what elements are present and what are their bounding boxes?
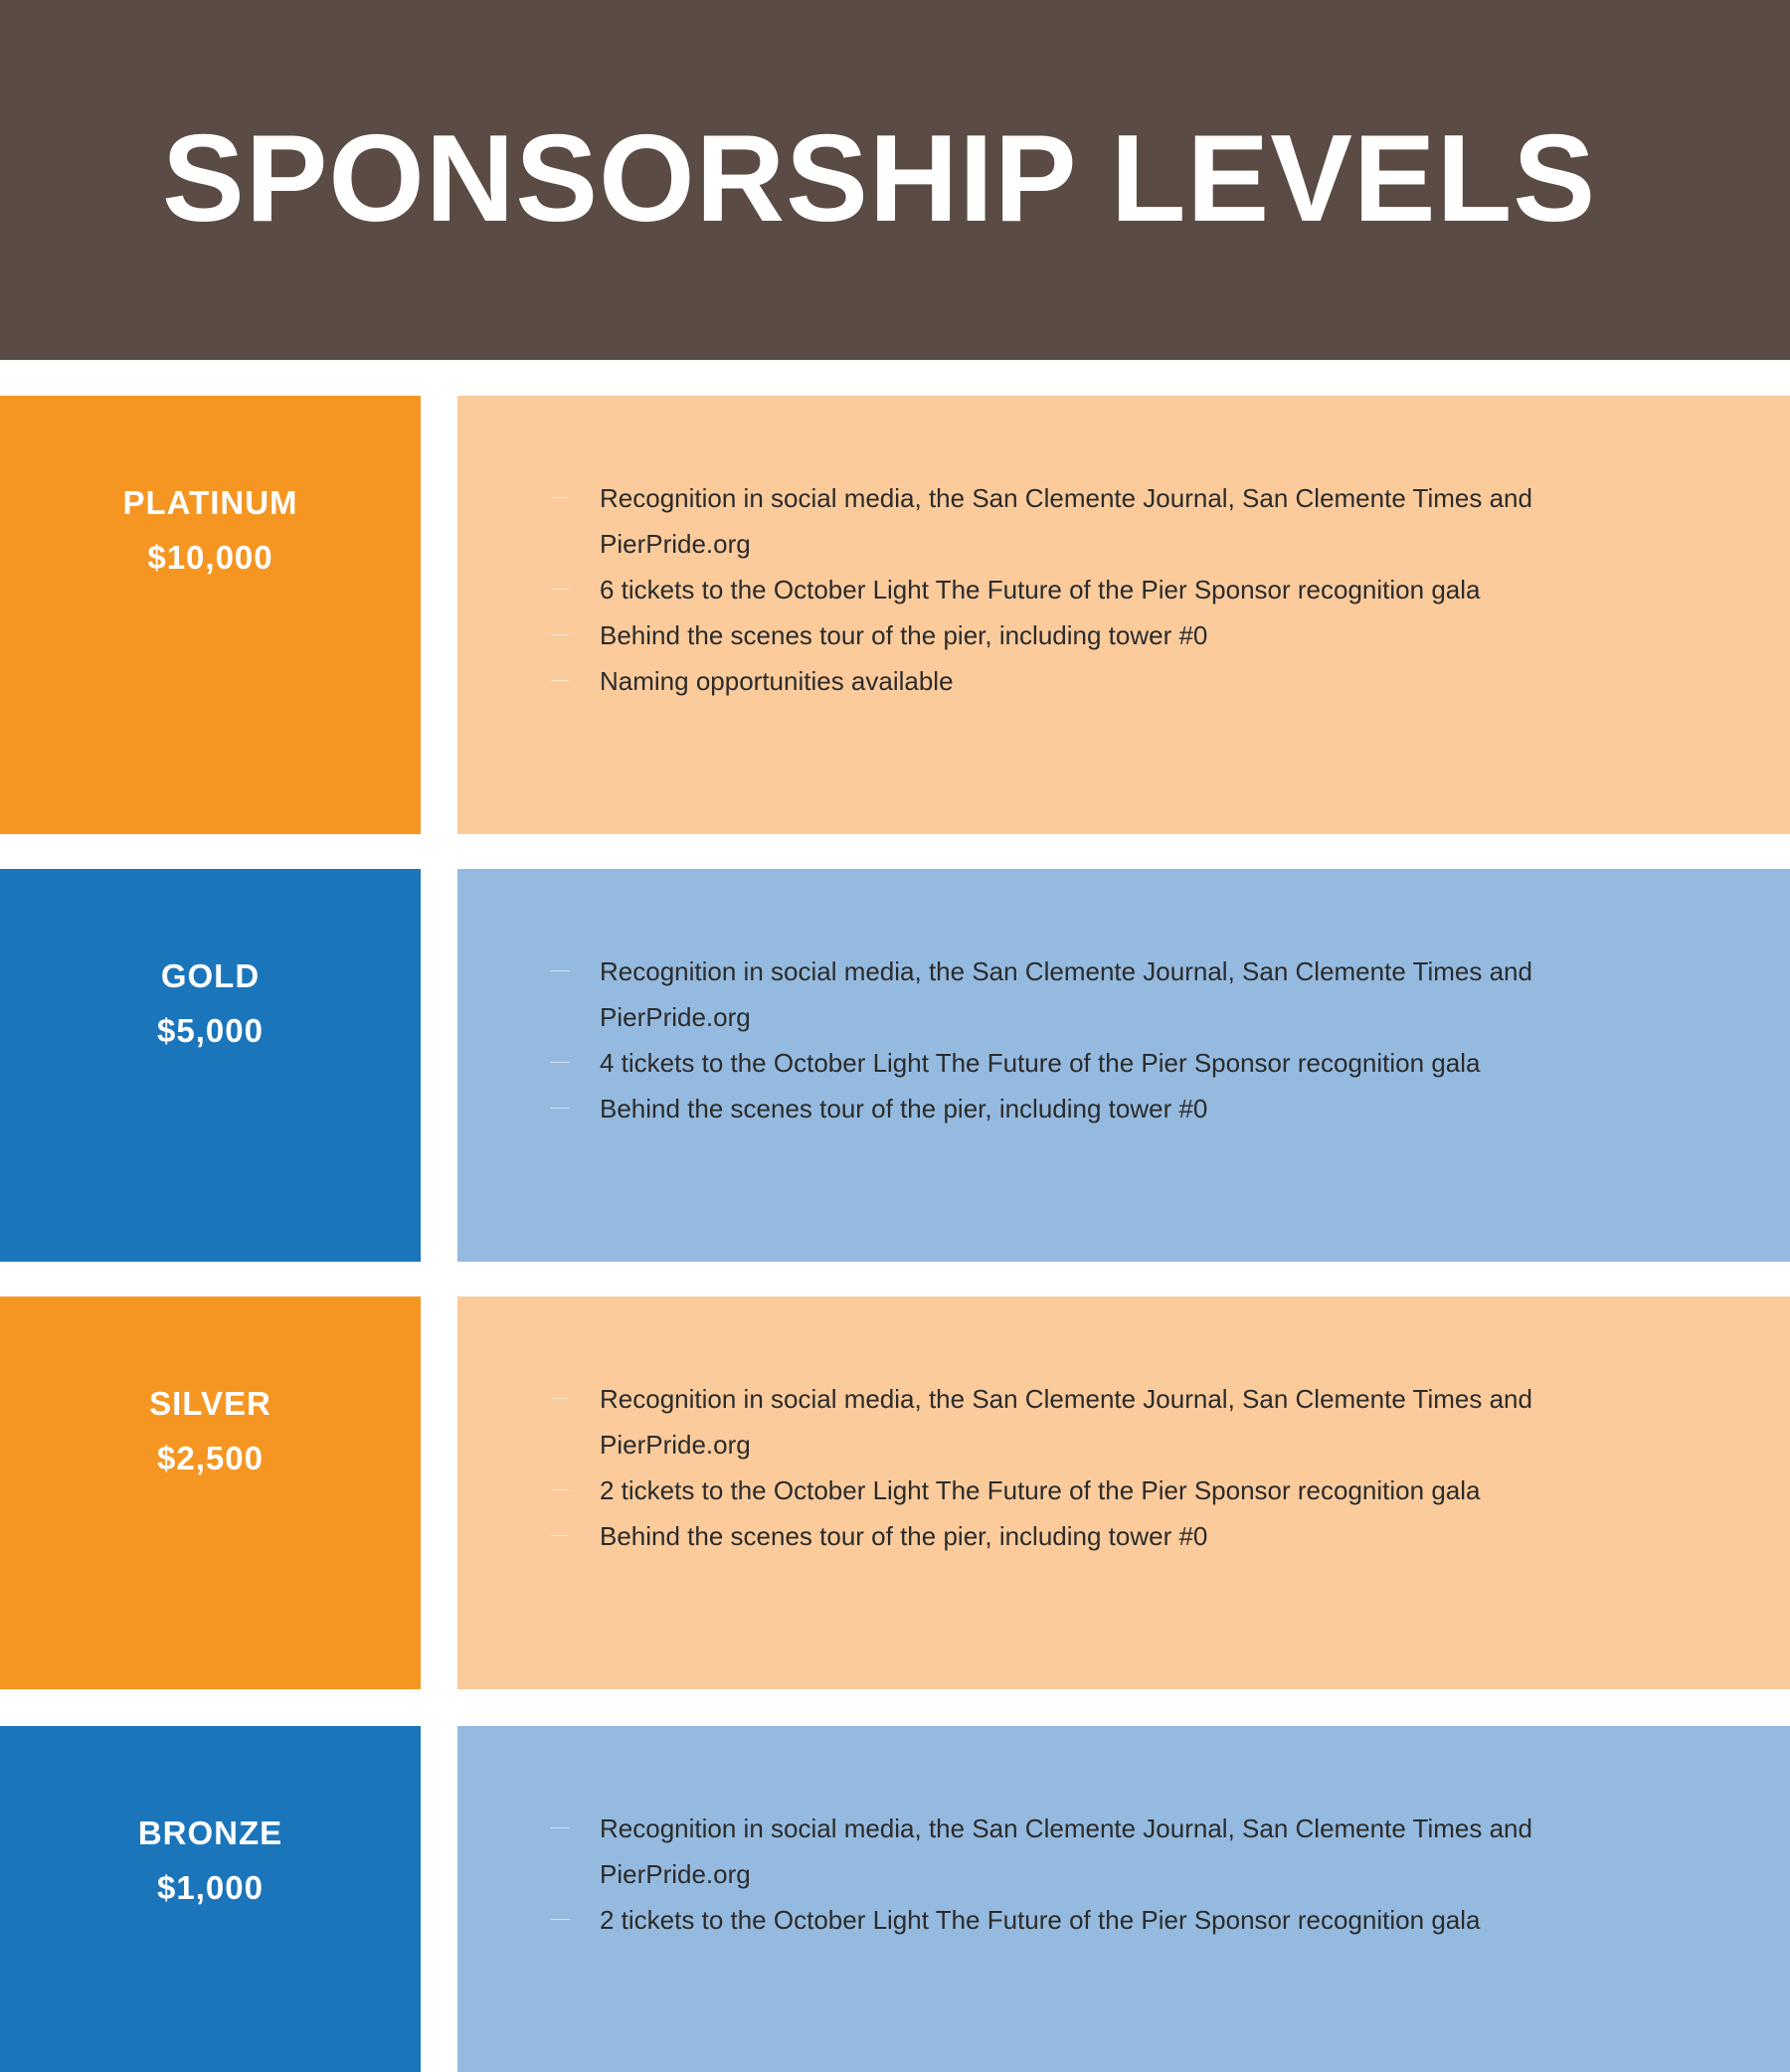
level-name: SILVER bbox=[149, 1385, 271, 1422]
dash-bullet-icon bbox=[550, 1489, 570, 1490]
level-name: BRONZE bbox=[137, 1814, 283, 1851]
benefit-item: Naming opportunities available bbox=[600, 658, 1644, 704]
benefit-item: Behind the scenes tour of the pier, including tower #0 bbox=[600, 1513, 1644, 1559]
benefit-item: 2 tickets to the October Light The Future of the Pier Sponsor recognition gala bbox=[600, 1468, 1644, 1513]
benefits-panel-bronze bbox=[457, 1726, 1790, 2072]
page-title: SPONSORSHIP LEVELS bbox=[162, 110, 1597, 248]
benefit-item: Recognition in social media, the San Clemente Journal, San Clemente Times and PierPride.org bbox=[600, 1376, 1644, 1468]
dash-bullet-icon bbox=[550, 970, 570, 971]
level-price: $5,000 bbox=[157, 1012, 264, 1049]
benefit-list bbox=[600, 949, 1644, 1131]
benefits-panel-silver bbox=[457, 1296, 1790, 1689]
dash-bullet-icon bbox=[550, 589, 570, 590]
header-banner bbox=[0, 0, 1790, 360]
benefit-item: Recognition in social media, the San Clemente Journal, San Clemente Times and PierPride.org bbox=[600, 475, 1644, 567]
benefits-panel-gold bbox=[457, 869, 1790, 1262]
level-price: $1,000 bbox=[157, 1869, 264, 1906]
benefit-item: Recognition in social media, the San Clemente Journal, San Clemente Times and PierPride.org bbox=[600, 1806, 1644, 1897]
benefit-item: 2 tickets to the October Light The Future of the Pier Sponsor recognition gala bbox=[600, 1897, 1644, 1943]
benefits-panel-platinum bbox=[457, 396, 1790, 834]
benefit-item: Behind the scenes tour of the pier, including tower #0 bbox=[600, 1086, 1644, 1131]
level-price: $2,500 bbox=[157, 1440, 264, 1476]
level-card-bronze bbox=[0, 1726, 421, 2072]
dash-bullet-icon bbox=[550, 1919, 570, 1920]
dash-bullet-icon bbox=[550, 1535, 570, 1536]
benefit-list bbox=[600, 1806, 1644, 1943]
benefit-item: Behind the scenes tour of the pier, including tower #0 bbox=[600, 612, 1644, 658]
level-card-gold bbox=[0, 869, 421, 1262]
dash-bullet-icon bbox=[550, 634, 570, 635]
dash-bullet-icon bbox=[550, 497, 570, 498]
level-name: PLATINUM bbox=[122, 484, 298, 521]
level-price: $10,000 bbox=[147, 539, 273, 576]
dash-bullet-icon bbox=[550, 1827, 570, 1828]
benefit-list bbox=[600, 475, 1644, 704]
benefit-item: 4 tickets to the October Light The Future of the Pier Sponsor recognition gala bbox=[600, 1040, 1644, 1086]
level-card-platinum bbox=[0, 396, 421, 834]
level-name: GOLD bbox=[160, 957, 261, 994]
dash-bullet-icon bbox=[550, 1108, 570, 1109]
benefit-item: 6 tickets to the October Light The Future of the Pier Sponsor recognition gala bbox=[600, 567, 1644, 612]
dash-bullet-icon bbox=[550, 680, 570, 681]
benefit-item: Recognition in social media, the San Clemente Journal, San Clemente Times and PierPride.org bbox=[600, 949, 1644, 1040]
level-card-silver bbox=[0, 1296, 421, 1689]
dash-bullet-icon bbox=[550, 1062, 570, 1063]
dash-bullet-icon bbox=[550, 1398, 570, 1399]
benefit-list bbox=[600, 1376, 1644, 1559]
